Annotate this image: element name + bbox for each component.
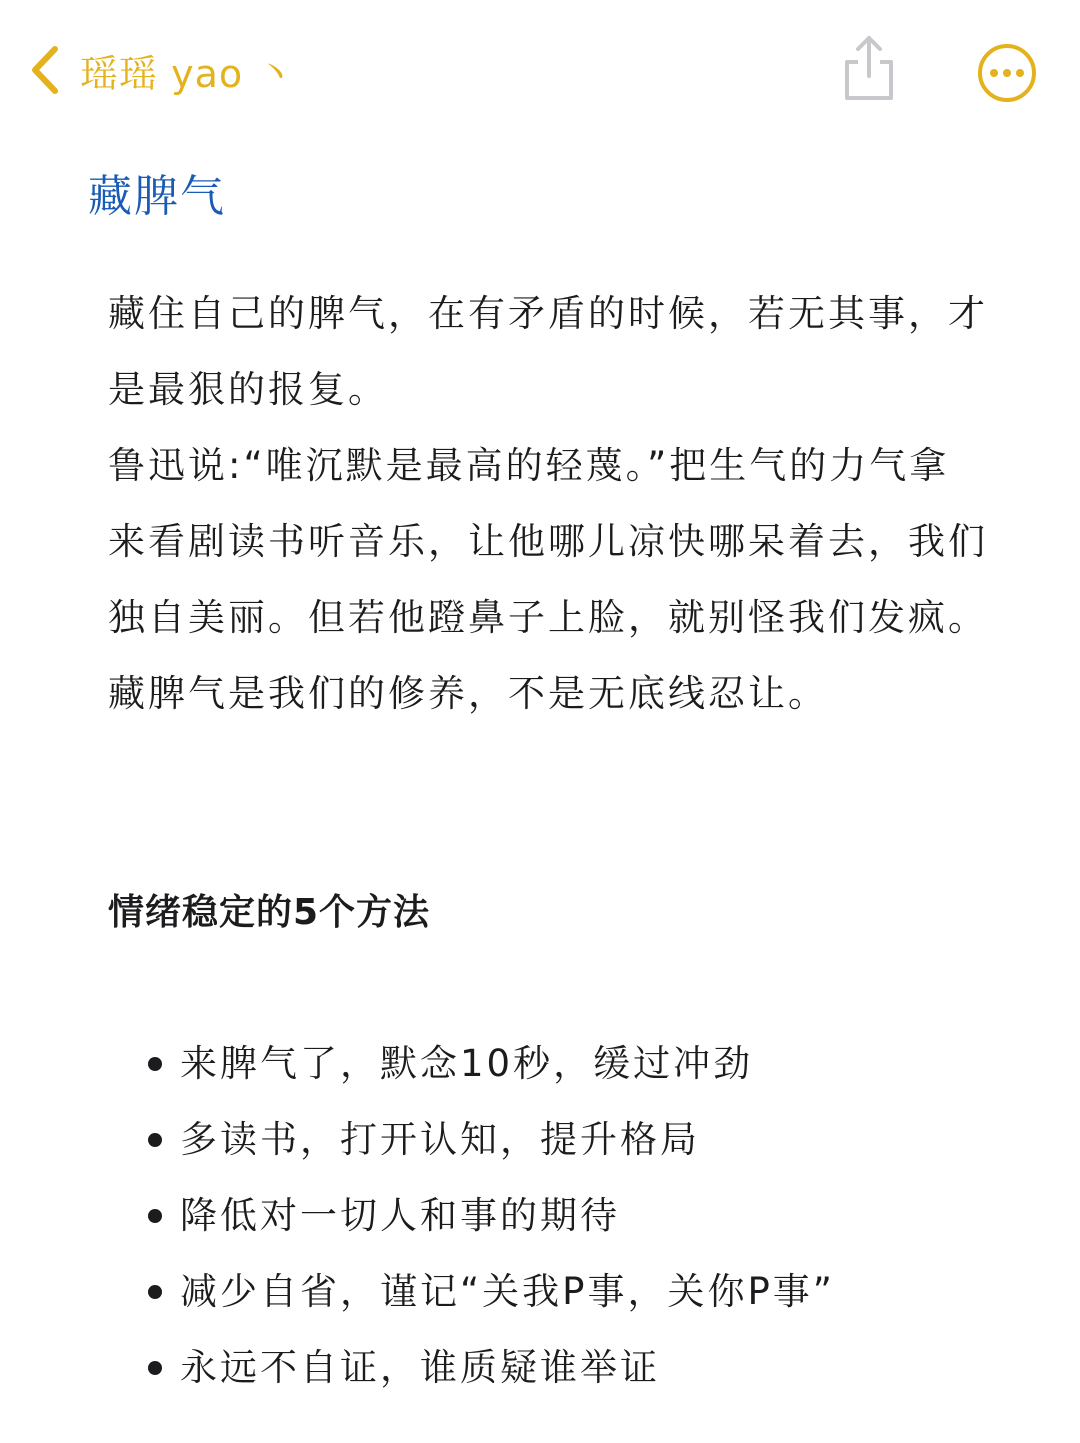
- more-button[interactable]: [976, 42, 1038, 104]
- bullet-icon: [148, 1057, 162, 1071]
- list-item: [108, 1254, 988, 1330]
- back-button[interactable]: [30, 38, 295, 102]
- bullet-icon: [148, 1285, 162, 1299]
- list-item-text: 永远不自证，谁质疑谁举证: [180, 1346, 660, 1389]
- list-item: [108, 1026, 988, 1102]
- chevron-left-icon: [30, 45, 60, 95]
- note-title: 藏脾气: [88, 171, 226, 222]
- bullet-icon: [148, 1133, 162, 1147]
- list-item-text: 降低对一切人和事的期待: [180, 1194, 620, 1237]
- share-icon: [838, 89, 900, 108]
- section-heading: 情绪稳定的5个方法: [108, 892, 431, 933]
- list-item-text: 多读书，打开认知，提升格局: [180, 1118, 700, 1161]
- body-paragraph: 藏脾气是我们的修养，不是无底线忍让。: [108, 672, 828, 715]
- share-button[interactable]: [838, 32, 900, 104]
- body-paragraph: 鲁迅说:“唯沉默是最高的轻蔑。”把生气的力气拿来看剧读书听音乐，让他哪儿凉快哪呆着去，我们独自美丽。但若他蹬鼻子上脸，就别怪我们发疯。: [108, 444, 988, 639]
- list-item: [108, 1330, 988, 1406]
- list-item-text: 减少自省，谨记“关我P事，关你P事”: [180, 1270, 835, 1313]
- more-icon: [976, 89, 1038, 108]
- note-body: [108, 276, 988, 732]
- bullet-list: [108, 1026, 988, 1406]
- bullet-icon: [148, 1209, 162, 1223]
- body-paragraph: 藏住自己的脾气，在有矛盾的时候，若无其事，才是最狠的报复。: [108, 292, 988, 411]
- list-item: [108, 1178, 988, 1254]
- list-item-text: 来脾气了，默念10秒，缓过冲劲: [180, 1042, 754, 1085]
- list-item: [108, 1102, 988, 1178]
- back-label: 瑶瑶 yao 丶: [80, 51, 296, 96]
- navigation-bar: [0, 0, 1080, 140]
- bullet-icon: [148, 1361, 162, 1375]
